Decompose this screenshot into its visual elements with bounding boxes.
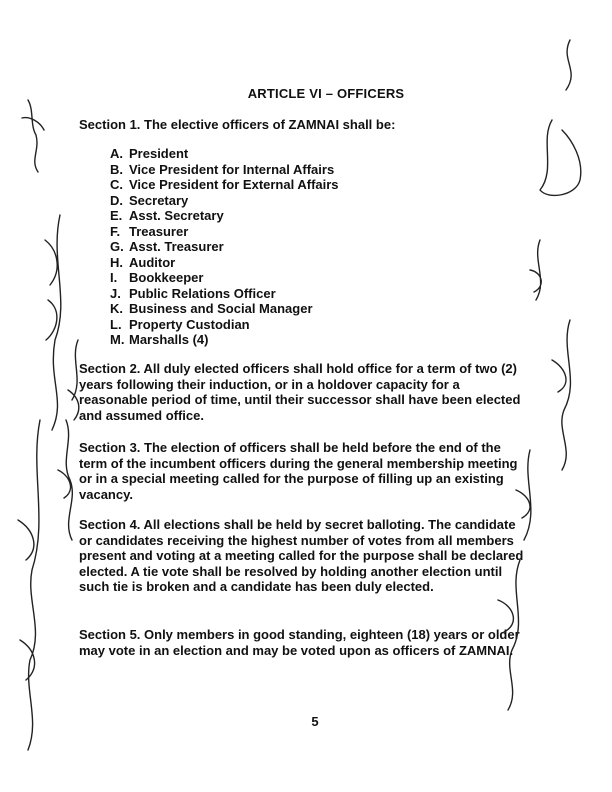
signature-left-2 bbox=[45, 215, 61, 430]
officer-item: D. Secretary bbox=[110, 192, 189, 208]
signature-left-4 bbox=[18, 420, 40, 750]
section-1-heading: Section 1. The elective officers of ZAMNAI shall be: bbox=[79, 117, 396, 132]
signature-left-3 bbox=[68, 340, 79, 420]
section-5: Section 5. Only members in good standing, eighteen (18) years or older may vote in an election and may be voted upon as officers of ZAMNAI. bbox=[79, 627, 520, 658]
section-4: Section 4. All elections shall be held by secret balloting. The candidate or candidates receiving the highest number of votes from all members present and voting at a meeting called for the purpose shall be declared elected. A tie vote shall be resolved by holding another election until such tie is broken and a candidate has been duly elected. bbox=[79, 517, 524, 595]
officer-item: G. Asst. Treasurer bbox=[110, 239, 224, 254]
signature-left-1 bbox=[22, 100, 44, 172]
signature-right-3 bbox=[552, 320, 570, 470]
officer-item: B. Vice President for Internal Affairs bbox=[110, 161, 335, 177]
section-3: Section 3. The election of officers shall be held before the end of the term of the incumbent officers during the general membership meeting or in a special meeting called for the purpose of filling up an existing vacancy. bbox=[79, 440, 518, 502]
officer-item: E. Asst. Secretary bbox=[110, 208, 224, 223]
officer-item: L. Property Custodian bbox=[110, 316, 250, 332]
officer-item: I. Bookkeeper bbox=[110, 270, 204, 285]
article-title: ARTICLE VI – OFFICERS bbox=[247, 86, 405, 101]
section-2: Section 2. All duly elected officers shall hold office for a term of two (2) years following their induction, or in a holdover capacity for a reasonable period of time, until their successor shall have been elected and assumed office. bbox=[79, 361, 521, 423]
officer-item: K. Business and Social Manager bbox=[110, 301, 313, 316]
officer-item: A. President bbox=[110, 146, 189, 161]
officer-item: M. Marshalls (4) bbox=[110, 332, 209, 347]
officer-list bbox=[110, 146, 339, 348]
signature-right-1 bbox=[540, 40, 581, 195]
officer-item: J. Public Relations Officer bbox=[110, 285, 276, 301]
signature-left-5 bbox=[58, 420, 72, 540]
officer-item: H. Auditor bbox=[110, 254, 176, 270]
officer-item: F. Treasurer bbox=[110, 223, 189, 239]
page-number: 5 bbox=[311, 714, 319, 729]
signature-right-2 bbox=[530, 240, 541, 300]
officer-item: C. Vice President for External Affairs bbox=[110, 177, 339, 192]
